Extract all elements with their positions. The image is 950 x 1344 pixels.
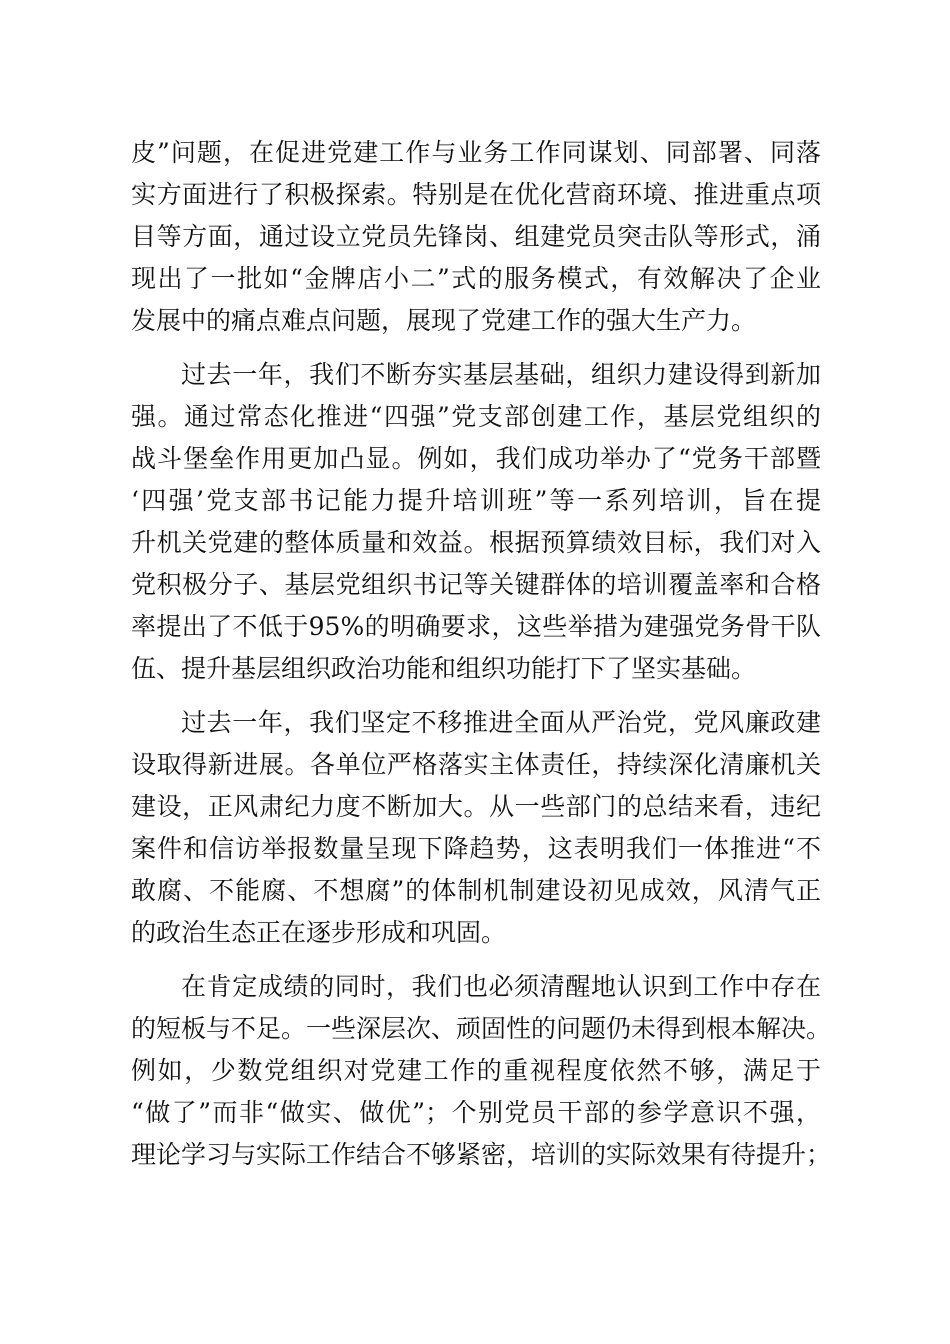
text-line: 建设，正风肃纪力度不断加大。从一些部门的总结来看，违纪	[131, 792, 821, 821]
text-line: 伍、提升基层组织政治功能和组织功能打下了坚实基础。	[131, 654, 757, 683]
text-line: 在肯定成绩的同时，我们也必须清醒地认识到工作中存在	[181, 972, 821, 1001]
paragraph-strict-governance	[131, 702, 821, 954]
text-line: 例如，少数党组织对党建工作的重视程度依然不够，满足于	[131, 1056, 821, 1085]
text-line: 发展中的痛点难点问题，展现了党建工作的强大生产力。	[131, 306, 757, 335]
text-line: 强。通过常态化推进“四强”党支部创建工作，基层党组织的	[131, 402, 821, 431]
text-line: 率提出了不低于95%的明确要求，这些举措为建强党务骨干队	[131, 612, 821, 641]
paragraph-grassroots-foundation	[131, 354, 821, 690]
text-line: 升机关党建的整体质量和效益。根据预算绩效目标，我们对入	[131, 528, 821, 557]
text-line: 实方面进行了积极探索。特别是在优化营商环境、推进重点项	[131, 180, 821, 209]
text-line: 目等方面，通过设立党员先锋岗、组建党员突击队等形式，涌	[131, 222, 821, 251]
text-line: 设取得新进展。各单位严格落实主体责任，持续深化清廉机关	[131, 750, 821, 779]
document-body	[131, 132, 832, 1176]
text-line: 党积极分子、基层党组织书记等关键群体的培训覆盖率和合格	[131, 570, 821, 599]
text-line: 现出了一批如“金牌店小二”式的服务模式，有效解决了企业	[131, 264, 821, 293]
text-line: 皮”问题，在促进党建工作与业务工作同谋划、同部署、同落	[131, 138, 821, 167]
text-line: “做了”而非“做实、做优”；个别党员干部的参学意识不强，	[131, 1098, 821, 1127]
paragraph-shortcomings	[131, 966, 832, 1176]
text-line: 的政治生态正在逐步形成和巩固。	[131, 918, 507, 947]
text-line: 过去一年，我们坚定不移推进全面从严治党，党风廉政建	[181, 708, 821, 737]
text-line: 战斗堡垒作用更加凸显。例如，我们成功举办了“党务干部暨	[131, 444, 821, 473]
text-line: ‘四强’党支部书记能力提升培训班”等一系列培训，旨在提	[131, 486, 821, 515]
text-line: 过去一年，我们不断夯实基层基础，组织力建设得到新加	[181, 360, 821, 389]
text-line: 案件和信访举报数量呈现下降趋势，这表明我们一体推进“不	[131, 834, 821, 863]
text-line: 敢腐、不能腐、不想腐”的体制机制建设初见成效，风清气正	[131, 876, 821, 905]
text-line: 理论学习与实际工作结合不够紧密，培训的实际效果有待提升；	[131, 1140, 832, 1169]
paragraph-party-building-practice	[131, 132, 821, 342]
text-line: 的短板与不足。一些深层次、顽固性的问题仍未得到根本解决。	[131, 1014, 832, 1043]
